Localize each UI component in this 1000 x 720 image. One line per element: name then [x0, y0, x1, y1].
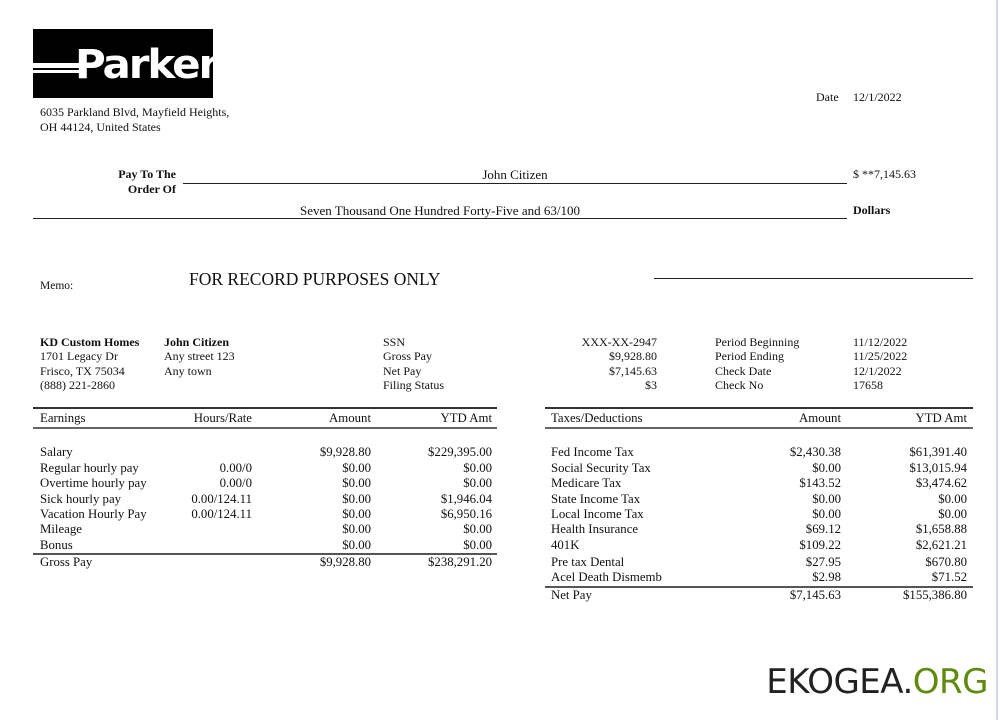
table-header-rule: [33, 427, 497, 429]
column-header: Hours/Rate: [193, 411, 252, 425]
deductions-table: [545, 0, 973, 720]
window-edge: [996, 0, 998, 720]
table-cell: Regular hourly pay: [40, 461, 139, 475]
check-amount: $ **7,145.63: [853, 167, 916, 181]
address-line: 6035 Parkland Blvd, Mayfield Heights,: [40, 105, 230, 119]
filing-status-label: Filing Status: [383, 377, 445, 392]
table-row: [545, 461, 973, 476]
table-cell: Fed Income Tax: [551, 445, 634, 459]
pay-to-label-line: Pay To The: [118, 167, 176, 181]
table-row: [545, 492, 973, 507]
pay-to-label-line: Order Of: [127, 182, 176, 196]
table-cell: $0.00: [342, 461, 371, 475]
watermark-main: EKOGEA.: [766, 662, 913, 702]
table-row: [33, 492, 497, 507]
table-cell: Vacation Hourly Pay: [40, 507, 147, 521]
table-cell: $2,430.38: [789, 445, 841, 459]
table-cell: $2,621.21: [915, 538, 967, 552]
net-pay-label: Net Pay: [383, 363, 422, 378]
table-cell: $0.00: [342, 522, 371, 536]
date-label: Date: [816, 90, 839, 104]
table-row: [545, 445, 973, 460]
check-date-label: Check Date: [715, 363, 772, 378]
table-cell: $0.00: [938, 492, 967, 506]
table-row: [545, 555, 973, 570]
table-cell: $1,658.88: [915, 522, 967, 536]
table-cell: Social Security Tax: [551, 461, 651, 475]
period-ending-value: 11/25/2022: [853, 349, 908, 364]
employer-phone: (888) 221-2860: [40, 377, 115, 392]
table-cell: $229,395.00: [428, 445, 492, 459]
watermark-suffix: ORG: [912, 662, 988, 702]
table-row: [33, 461, 497, 476]
company-logo: Parker: [33, 29, 213, 98]
table-cell: $0.00: [342, 492, 371, 506]
earnings-table: [33, 0, 497, 720]
table-cell: Acel Death Dismemb: [551, 570, 662, 584]
table-header-rule: [545, 427, 973, 429]
table-cell: 0.00/0: [219, 461, 252, 475]
table-cell: $13,015.94: [909, 461, 967, 475]
table-cell: $109.22: [799, 538, 841, 552]
ssn-value: XXX-XX-2947: [581, 335, 657, 349]
employer-city: Frisco, TX 75034: [40, 363, 125, 378]
column-header: YTD Amt: [440, 411, 492, 425]
table-cell: $0.00: [812, 492, 841, 506]
total-cell: Net Pay: [551, 588, 592, 602]
total-cell: $238,291.20: [428, 555, 492, 569]
payee-name: John Citizen: [482, 167, 548, 182]
total-cell: Gross Pay: [40, 555, 93, 569]
table-cell: $0.00: [812, 507, 841, 521]
table-cell: 401K: [551, 538, 580, 552]
column-header: Amount: [799, 411, 841, 425]
period-ending-label: Period Ending: [715, 349, 784, 364]
table-cell: Local Income Tax: [551, 507, 644, 521]
table-row: [545, 522, 973, 537]
table-cell: $0.00: [938, 507, 967, 521]
filing-status-value: $3: [645, 377, 657, 392]
table-cell: $3,474.62: [915, 476, 967, 490]
table-cell: $143.52: [799, 476, 841, 490]
table-cell: Medicare Tax: [551, 476, 622, 490]
table-row: [33, 445, 497, 460]
amount-in-words: Seven Thousand One Hundred Forty-Five and 63/100: [300, 203, 580, 218]
memo-label: Memo:: [40, 280, 74, 292]
period-beginning-value: 11/12/2022: [853, 335, 908, 349]
table-cell: Pre tax Dental: [551, 555, 625, 569]
employee-city: Any town: [164, 363, 212, 378]
table-cell: Salary: [40, 445, 73, 459]
column-header: Earnings: [40, 411, 86, 425]
table-top-rule: [545, 407, 973, 409]
table-total-row: [33, 555, 497, 570]
table-cell: Bonus: [40, 538, 73, 552]
total-cell: $9,928.80: [319, 555, 371, 569]
table-row: [545, 570, 973, 585]
table-cell: Sick hourly pay: [40, 492, 122, 506]
table-cell: $69.12: [805, 522, 841, 536]
table-cell: $27.95: [805, 555, 841, 569]
table-cell: Health Insurance: [551, 522, 639, 536]
table-cell: Mileage: [40, 522, 82, 536]
table-cell: 0.00/124.11: [191, 507, 252, 521]
table-cell: Overtime hourly pay: [40, 476, 147, 490]
table-cell: $71.52: [931, 570, 967, 584]
table-row: [545, 507, 973, 522]
table-row: [33, 507, 497, 522]
table-cell: 0.00/0: [219, 476, 252, 490]
table-row: [33, 538, 497, 553]
table-top-rule: [33, 407, 497, 409]
table-cell: $670.80: [925, 555, 967, 569]
total-cell: $155,386.80: [903, 588, 967, 602]
watermark: [766, 662, 988, 702]
memo-text: FOR RECORD PURPOSES ONLY: [189, 269, 441, 289]
table-cell: $0.00: [812, 461, 841, 475]
gross-pay-value: $9,928.80: [609, 349, 657, 364]
table-cell: $0.00: [463, 461, 492, 475]
column-header: Amount: [329, 411, 371, 425]
table-cell: 0.00/124.11: [191, 492, 252, 506]
employee-name: John Citizen: [164, 335, 230, 349]
gross-pay-label: Gross Pay: [383, 349, 433, 364]
date-value: 12/1/2022: [853, 90, 902, 104]
net-pay-value: $7,145.63: [609, 363, 657, 378]
table-total-row: [545, 588, 973, 603]
table-cell: $61,391.40: [909, 445, 967, 459]
period-beginning-label: Period Beginning: [715, 335, 800, 349]
check-no-label: Check No: [715, 377, 764, 392]
employer-street: 1701 Legacy Dr: [40, 349, 118, 364]
table-cell: $0.00: [463, 476, 492, 490]
check-no-value: 17658: [853, 377, 883, 392]
column-header: Taxes/Deductions: [551, 411, 643, 425]
check-date-value: 12/1/2022: [853, 363, 902, 378]
address-line: OH 44124, United States: [40, 120, 161, 134]
column-header: YTD Amt: [915, 411, 967, 425]
dollars-label: Dollars: [853, 203, 891, 217]
table-cell: $0.00: [463, 538, 492, 552]
employer-name: KD Custom Homes: [40, 335, 140, 349]
table-row: [33, 522, 497, 537]
table-cell: $1,946.04: [440, 492, 492, 506]
table-cell: $0.00: [342, 507, 371, 521]
table-cell: State Income Tax: [551, 492, 641, 506]
table-row: [545, 538, 973, 553]
table-header: [545, 411, 973, 426]
ssn-label: SSN: [383, 335, 406, 349]
table-row: [33, 476, 497, 491]
total-cell: $7,145.63: [789, 588, 841, 602]
table-cell: $2.98: [812, 570, 841, 584]
employee-street: Any street 123: [164, 349, 235, 364]
table-cell: $6,950.16: [440, 507, 492, 521]
table-header: [33, 411, 497, 426]
table-row: [545, 476, 973, 491]
table-cell: $9,928.80: [319, 445, 371, 459]
table-cell: $0.00: [463, 522, 492, 536]
table-cell: $0.00: [342, 476, 371, 490]
table-cell: $0.00: [342, 538, 371, 552]
